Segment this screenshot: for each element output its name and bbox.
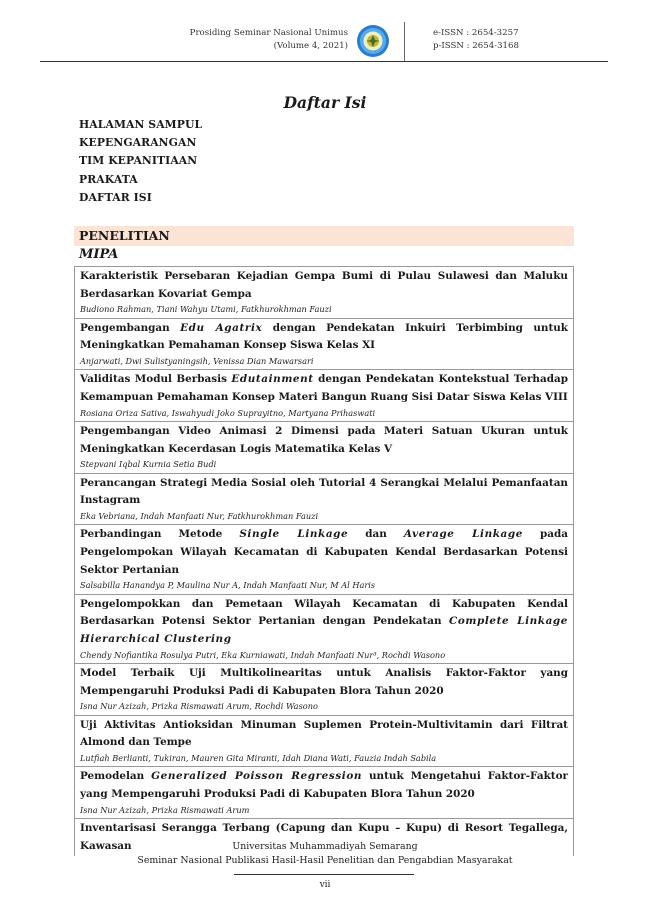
toc-entry[interactable] [74, 664, 574, 716]
toc-entry[interactable] [74, 422, 574, 474]
footer-rule [234, 874, 414, 875]
front-matter-item[interactable]: PRAKATA [79, 172, 138, 186]
entry-title-text: pada Pengelompokan Wilayah Kecamatan di Kabupaten Kendal Berdasarkan Potensi Sektor Pertanian [80, 528, 569, 576]
section-title: PENELITIAN [79, 228, 170, 243]
subsection-title: MIPA [79, 247, 119, 262]
entry-title-italic: Edutainment [231, 373, 314, 386]
entry-title [80, 268, 568, 303]
entry-title [80, 371, 568, 406]
entry-title-text: Perancangan Strategi Media Sosial oleh Tutorial 4 Serangkai Melalui Pemanfaatan Instagram [80, 476, 568, 507]
page-title: Daftar Isi [283, 93, 367, 112]
journal-info [190, 27, 348, 53]
entry-authors: Rosiana Oriza Sativa, Iswahyudi Joko Suprayitno, Martyana Prihaswati [80, 407, 376, 418]
entry-title-text: Validitas Modul Berbasis [80, 373, 232, 386]
entry-title [80, 526, 568, 579]
page-number: vii [319, 880, 331, 890]
front-matter-item[interactable]: HALAMAN SAMPUL [79, 118, 203, 131]
header-rule [40, 61, 608, 62]
journal-name: Prosiding Seminar Nasional Unimus [189, 28, 348, 38]
entry-title-text: Inventarisasi Serangga Terbang (Capung dan Kupu – Kupu) di Resort Tegallega, Kawasan [80, 822, 568, 852]
toc-entry[interactable] [74, 595, 574, 664]
entry-title-text: dan [348, 528, 404, 541]
entry-title-text: dengan Pendekatan Kontekstual Terhadap Kemampuan Pemahaman Konsep Materi Bangun Ruang Sisi Datar Siswa Kelas VIII [80, 373, 568, 403]
front-matter-item[interactable]: DAFTAR ISI [79, 190, 152, 204]
front-matter-list [79, 116, 202, 207]
entry-title-italic: Generalized Poisson Regression [151, 770, 363, 783]
entry-authors: Isna Nur Azizah, Prizka Rismawati Arum, Rochdi Wasono [80, 701, 318, 712]
contents-table [74, 266, 574, 856]
entry-title-text: Perbandingan Metode [80, 528, 240, 541]
p-issn: p-ISSN : 2654-3168 [433, 41, 519, 51]
toc-entry[interactable] [74, 716, 574, 768]
entry-authors: Isna Nur Azizah, Prizka Rismawati Arum [80, 804, 250, 815]
entry-authors: Lutfiah Berlianti, Tukiran, Mauren Gita Miranti, Idah Diana Wati, Fauzia Indah Sabila [80, 752, 437, 763]
toc-entry[interactable] [74, 767, 574, 819]
entry-authors: Eka Vebriana, Indah Manfaati Nur, Fatkhurokhman Fauzi [80, 510, 319, 521]
university-logo-icon [356, 24, 390, 58]
footer-university: Universitas Muhammadiyah Semarang [232, 841, 418, 852]
toc-entry[interactable] [74, 525, 574, 594]
front-matter-item[interactable]: TIM KEPANITIAAN [79, 154, 198, 168]
entry-title-text: Uji Aktivitas Antioksidan Minuman Suplemen Protein-Multivitamin dari Filtrat Almond dan Tempe [80, 718, 568, 749]
entry-title-italic: Average Linkage [403, 528, 523, 541]
entry-title [80, 768, 568, 803]
entry-title [80, 320, 568, 355]
toc-entry[interactable] [74, 474, 574, 526]
entry-title-text: Karakteristik Persebaran Kejadian Gempa Bumi di Pulau Sulawesi dan Maluku Berdasarkan Kovariat Gempa [80, 270, 568, 300]
page-header [0, 22, 650, 62]
page-footer [0, 840, 650, 867]
toc-entry[interactable] [74, 267, 574, 319]
toc-entry[interactable] [74, 370, 574, 422]
entry-title-text: Pengembangan Video Animasi 2 Dimensi pada Materi Satuan Ukuran untuk Meningkatkan Kecerdasan Logis Matematika Kelas V [80, 425, 568, 455]
entry-title [80, 423, 568, 458]
entry-authors: Budiono Rahman, Tiani Wahyu Utami, Fatkhurokhman Fauzi [80, 304, 332, 315]
footer-seminar: Seminar Nasional Publikasi Hasil-Hasil Penelitian dan Pengabdian Masyarakat [137, 854, 513, 866]
header-separator [404, 22, 405, 62]
entry-title-text: Pemodelan [80, 770, 152, 783]
journal-volume: (Volume 4, 2021) [273, 41, 348, 51]
entry-title [80, 717, 568, 752]
issn-info [433, 27, 519, 53]
entry-title-text: Model Terbaik Uji Multikolinearitas untuk Analisis Faktor-Faktor yang Mempengaruhi Produksi Padi di Kabupaten Blora Tahun 2020 [80, 667, 568, 697]
e-issn: e-ISSN : 2654-3257 [433, 28, 519, 38]
entry-title [80, 475, 568, 510]
toc-entry[interactable] [74, 319, 574, 371]
front-matter-item[interactable]: KEPENGARANGAN [79, 136, 197, 150]
entry-title-text: untuk Mengetahui Faktor-Faktor yang Mempengaruhi Produksi Padi di Kabupaten Blora Tahun 2020 [80, 770, 568, 800]
entry-title [80, 596, 568, 649]
entry-title [80, 665, 568, 700]
entry-authors: Anjarwati, Dwi Sulistyaningsih, Venissa Dian Mawarsari [80, 355, 314, 366]
entry-title-italic: Edu Agatrix [180, 321, 263, 334]
entry-title-italic: Complete Linkage Hierarchical Clustering [80, 615, 568, 645]
entry-authors: Stepvani Iqbal Kurnia Setia Budi [80, 459, 217, 470]
entry-title-text: Pengembangan [80, 321, 181, 334]
entry-title-text: dengan Pendekatan Inkuiri Terbimbing untuk Meningkatkan Pemahaman Konsep Siswa Kelas XI [80, 321, 569, 352]
entry-title-text: Pengelompokkan dan Pemetaan Wilayah Kecamatan di Kabupaten Kendal Berdasarkan Potensi Sektor Pertanian dengan Pendekatan [80, 597, 568, 628]
entry-authors: Chendy Nofiantika Rosulya Putri, Eka Kurniawati, Indah Manfaati Nur³, Rochdi Wasono [80, 649, 446, 660]
entry-title-italic: Single Linkage [239, 528, 349, 541]
entry-authors: Salsabilla Hanandya P, Maulina Nur A, Indah Manfaati Nur, M Al Haris [80, 580, 376, 591]
